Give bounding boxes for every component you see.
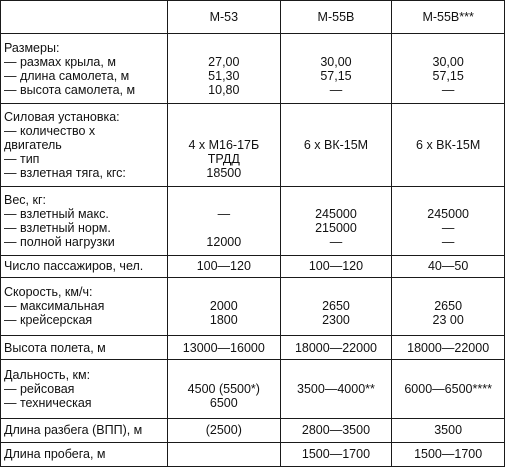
table-row [1, 34, 505, 104]
parameter-cell [1, 418, 168, 442]
m55v-value-cell [280, 34, 392, 104]
value-text [395, 193, 501, 207]
value-text: — [329, 234, 343, 249]
value-text [284, 152, 389, 166]
value-text: 13000—16000 [182, 340, 265, 355]
table-row [1, 360, 505, 418]
value-text: 2650 [322, 299, 350, 314]
m55v-modified-value-cell [392, 336, 505, 360]
value-text: 4 х М16-17Б [188, 138, 260, 153]
value-text [171, 285, 277, 299]
header-cell-m55v: М-55В [280, 1, 392, 34]
parameter-label: Скорость, км/ч: [4, 285, 93, 300]
parameter-label: — техническая [4, 395, 92, 410]
parameter-label: Дальность, км: [4, 367, 91, 382]
parameter-label: Высота полета, м [4, 340, 106, 355]
parameter-cell [1, 360, 168, 418]
value-text [395, 152, 501, 166]
m55v-modified-value-cell [392, 104, 505, 187]
parameter-label: — взлетный макс. [4, 206, 109, 221]
m55v-value-cell [280, 104, 392, 187]
m53-value-cell [167, 442, 280, 466]
value-text [395, 368, 501, 382]
header-cell-parameter [1, 1, 168, 34]
value-text [284, 368, 389, 382]
table-row [1, 418, 505, 442]
m53-value-cell [167, 336, 280, 360]
value-text: 1800 [209, 313, 238, 328]
value-text [395, 124, 501, 138]
value-text: 18500 [206, 166, 242, 181]
value-text [284, 124, 389, 138]
parameter-label: — взлетный норм. [4, 220, 111, 235]
m55v-modified-value-cell [392, 255, 505, 277]
parameter-label: — максимальная [4, 299, 105, 314]
value-text [395, 166, 501, 180]
parameter-label: — полной нагрузки [4, 234, 115, 249]
value-text [171, 41, 277, 55]
value-text [171, 447, 277, 461]
parameter-label: двигатель [4, 138, 62, 153]
m53-value-cell [167, 104, 280, 187]
value-text [284, 396, 389, 410]
value-text [284, 285, 389, 299]
m55v-modified-value-cell [392, 187, 505, 255]
value-text: 6000—6500**** [404, 381, 492, 396]
table-row [1, 255, 505, 277]
value-text: — [441, 234, 455, 249]
value-text: 30,00 [320, 54, 352, 69]
m53-value-cell [167, 34, 280, 104]
parameter-label: — рейсовая [4, 381, 75, 396]
parameter-label: Длина разбега (ВПП), м [4, 423, 143, 438]
value-text: — [329, 82, 343, 97]
value-text: 4500 (5500*) [187, 381, 260, 396]
m53-value-cell [167, 187, 280, 255]
m55v-value-cell [280, 187, 392, 255]
value-text [284, 166, 389, 180]
parameter-label: — взлетная тяга, кгс: [4, 166, 126, 181]
value-text: 245000 [315, 206, 357, 221]
value-text: 215000 [315, 220, 357, 235]
parameter-label: Силовая установка: [4, 110, 120, 125]
value-text: ТРДД [207, 152, 240, 167]
parameter-label: — размах крыла, м [4, 54, 116, 69]
value-text: 12000 [206, 234, 242, 249]
value-text: 1500—1700 [301, 447, 371, 462]
value-text: 3500—4000** [297, 381, 375, 396]
m53-value-cell [167, 277, 280, 335]
m55v-modified-value-cell [392, 442, 505, 466]
table-row [1, 187, 505, 255]
table-row [1, 277, 505, 335]
value-text: 18000—22000 [294, 340, 377, 355]
m53-value-cell [167, 418, 280, 442]
parameter-label: — высота самолета, м [4, 82, 136, 97]
parameter-cell [1, 104, 168, 187]
m55v-modified-value-cell [392, 34, 505, 104]
m55v-modified-value-cell [392, 277, 505, 335]
parameter-cell [1, 277, 168, 335]
value-text: 2650 [434, 299, 463, 314]
parameter-cell [1, 255, 168, 277]
parameter-cell [1, 34, 168, 104]
parameter-label: — количество х [4, 124, 96, 139]
m55v-value-cell [280, 360, 392, 418]
value-text [171, 110, 277, 124]
parameter-label: Число пассажиров, чел. [4, 259, 144, 274]
value-text: 2800—3500 [301, 423, 371, 438]
value-text: 57,15 [432, 68, 464, 83]
parameter-label: — крейсерская [4, 313, 93, 328]
value-text: 30,00 [432, 54, 464, 69]
header-row [1, 1, 505, 34]
value-text: 6 х ВК-15М [416, 138, 481, 153]
header-cell-m55v-modified: М-55В*** [392, 1, 505, 34]
value-text: — [441, 220, 455, 235]
m55v-modified-value-cell [392, 360, 505, 418]
value-text [395, 396, 501, 410]
parameter-cell [1, 336, 168, 360]
value-text: 2300 [322, 313, 350, 328]
value-text [171, 368, 277, 382]
m55v-modified-value-cell [392, 418, 505, 442]
value-text [284, 110, 389, 124]
m55v-value-cell [280, 255, 392, 277]
value-text [284, 41, 389, 55]
m53-value-cell [167, 255, 280, 277]
parameter-cell [1, 442, 168, 466]
value-text [284, 193, 389, 207]
header-cell-m53: М-53 [167, 1, 280, 34]
value-text: 6 х ВК-15М [303, 138, 369, 153]
value-text: 3500 [434, 423, 463, 438]
value-text: — [217, 206, 231, 221]
value-text: 245000 [427, 206, 469, 221]
table-body [1, 34, 505, 467]
table-row [1, 442, 505, 466]
value-text: 1500—1700 [414, 447, 483, 462]
value-text [395, 110, 501, 124]
value-text [171, 221, 277, 235]
value-text [171, 193, 277, 207]
m55v-value-cell [280, 336, 392, 360]
m53-value-cell [167, 360, 280, 418]
m55v-value-cell [280, 277, 392, 335]
value-text: 23 00 [432, 313, 464, 328]
value-text: (2500) [205, 423, 242, 438]
value-text: — [441, 82, 455, 97]
m55v-value-cell [280, 442, 392, 466]
value-text: 51,30 [208, 68, 240, 83]
value-text: 2000 [209, 299, 238, 314]
value-text: 6500 [209, 395, 238, 410]
parameter-label: Длина пробега, м [4, 447, 106, 462]
parameter-label: Вес, кг: [4, 192, 46, 207]
parameter-label: — длина самолета, м [4, 68, 130, 83]
value-text: 27,00 [208, 54, 240, 69]
value-text: 40—50 [427, 259, 469, 274]
value-text [171, 124, 277, 138]
m55v-value-cell [280, 418, 392, 442]
value-text: 57,15 [320, 68, 352, 83]
value-text: 100—120 [308, 259, 364, 274]
table-row [1, 104, 505, 187]
table-row [1, 336, 505, 360]
value-text [395, 41, 501, 55]
value-text: 18000—22000 [407, 340, 490, 355]
parameter-label: Размеры: [4, 40, 60, 55]
value-text: 100—120 [196, 259, 251, 274]
value-text: 10,80 [208, 82, 240, 97]
value-text [395, 285, 501, 299]
parameter-label: — тип [4, 152, 40, 167]
parameter-cell [1, 187, 168, 255]
